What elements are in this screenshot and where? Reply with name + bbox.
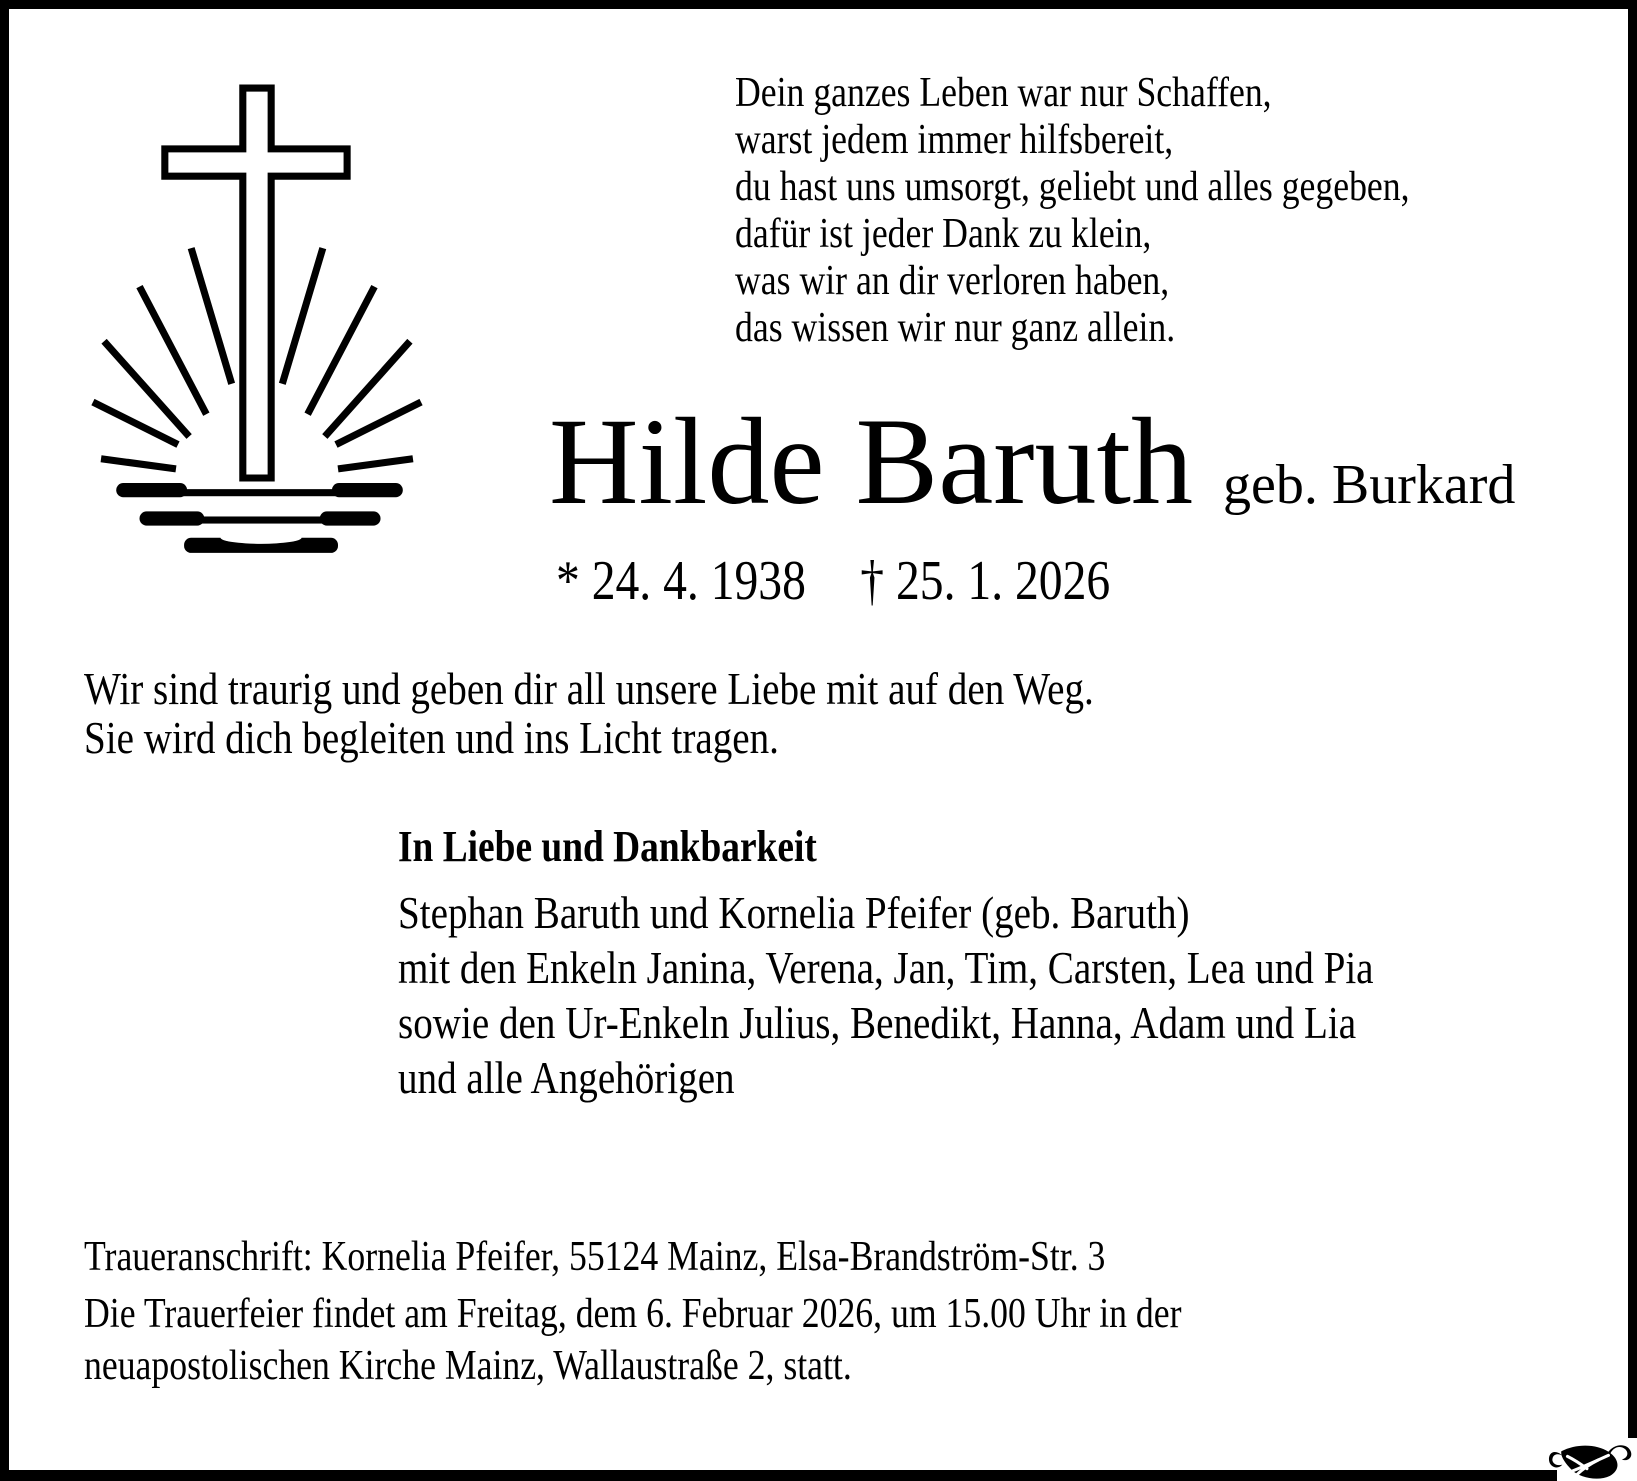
poem-line: du hast uns umsorgt, geliebt und alles gegeben, bbox=[735, 164, 1410, 210]
funeral-service-line: neuapostolischen Kirche Mainz, Wallaustraße 2, statt. bbox=[84, 1343, 852, 1389]
family-line: mit den Enkeln Janina, Verena, Jan, Tim, Carsten, Lea und Pia bbox=[398, 942, 1374, 994]
condolence-text bbox=[84, 664, 1094, 762]
condolence-line: Wir sind traurig und geben dir all unsere Liebe mit auf den Weg. bbox=[84, 663, 1094, 714]
leaf-flourish-icon bbox=[1547, 1440, 1633, 1481]
birth-date: * 24. 4. 1938 bbox=[556, 550, 806, 612]
life-dates bbox=[556, 550, 1111, 612]
poem-line: was wir an dir verloren haben, bbox=[735, 258, 1170, 304]
frame-border-top bbox=[0, 0, 1637, 9]
funeral-service-info bbox=[84, 1288, 1182, 1392]
mourning-address: Traueranschrift: Kornelia Pfeifer, 55124 Mainz, Elsa-Brandström-Str. 3 bbox=[84, 1234, 1106, 1280]
poem-line: dafür ist jeder Dank zu klein, bbox=[735, 211, 1152, 257]
funeral-service-line: Die Trauerfeier findet am Freitag, dem 6. Februar 2026, um 15.00 Uhr in der bbox=[84, 1291, 1182, 1337]
maiden-name: geb. Burkard bbox=[1222, 454, 1516, 516]
frame-border-left bbox=[0, 0, 9, 1481]
memorial-poem bbox=[735, 70, 1410, 352]
death-date: † 25. 1. 2026 bbox=[860, 550, 1111, 612]
poem-line: warst jedem immer hilfsbereit, bbox=[735, 117, 1174, 163]
family-line: und alle Angehörigen bbox=[398, 1052, 735, 1104]
family-block bbox=[398, 823, 1374, 1105]
poem-line: das wissen wir nur ganz allein. bbox=[735, 305, 1176, 351]
poem-line: Dein ganzes Leben war nur Schaffen, bbox=[735, 70, 1272, 116]
frame-border-right bbox=[1628, 0, 1637, 1438]
cross-rays-water-emblem-icon bbox=[88, 80, 428, 558]
family-line: sowie den Ur-Enkeln Julius, Benedikt, Hanna, Adam und Lia bbox=[398, 997, 1357, 1049]
deceased-name-line bbox=[549, 393, 1516, 530]
frame-border-bottom bbox=[0, 1470, 1557, 1481]
deceased-name: Hilde Baruth bbox=[549, 393, 1193, 530]
family-line: Stephan Baruth und Kornelia Pfeifer (geb. Baruth) bbox=[398, 887, 1190, 939]
condolence-line: Sie wird dich begleiten und ins Licht tragen. bbox=[84, 712, 779, 763]
family-heading: In Liebe und Dankbarkeit bbox=[398, 822, 817, 871]
